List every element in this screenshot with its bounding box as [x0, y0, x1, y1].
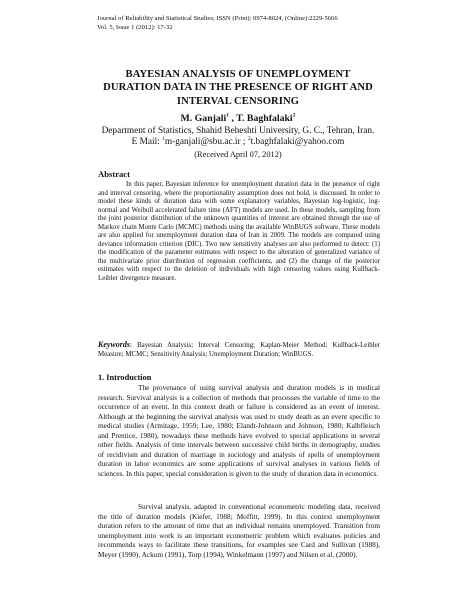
intro-paragraph-2-block — [98, 502, 380, 559]
author-separator: , — [229, 113, 237, 124]
paper-title — [70, 68, 406, 108]
keywords-label: Keywords — [98, 340, 130, 349]
author-2-name: T. Baghfalaki — [236, 113, 293, 124]
author-1-marker: 1 — [226, 112, 230, 119]
abstract-text: In this paper, Bayesian inference for unemployment duration data in the presence of right and interval censoring, where the proportionality assumption does not hold, is discussed. In order to model these kinds of duration data with some explanatory variables, Bayesian log-logistic, log-normal and Weibull accelerated failure time (AFT) models are used. In these models, sampling from the joint posterior distribution of the unknown quantities of interest are obtained through the use of Markov chain Monte Carlo (MCMC) methods using the available WinBUGS software. These models are also applied for unemployment duration data of Iran in 2009. The models are compared using deviance information criterion (DIC). Two new sensitivity analyses are also performed to detect: (1) the modification of the parameter estimates with respect to the alteration of generalized variance of the multivariate prior distribution of regression coefficients, and (2) the change of the posterior estimates with respect to the deletion of individuals with high censoring values using Kullback-Leibler divergence measure. — [98, 181, 380, 282]
author-line — [60, 113, 416, 125]
author-1-name: M. Ganjali — [180, 113, 227, 124]
email-2-marker: 2 — [247, 136, 251, 143]
keywords-block — [98, 341, 380, 359]
intro-paragraph-1: The provenance of using survival analysis and duration models is in medical research. Survival analysis is a collection of methods that processes the variable of time to the occurrence of an event. In this context death or failure is considered as an event of interest. Although at the beginning the survival analysis was used to study death as an event specific to medical studies (Armitage, 1959; Lee, 1980; Elandt-Johnson and Johnson, 1980; Kalbfleisch and Prentice, 1980), nowadays these methods have evolved to special applications in several other fields. Analysis of time intervals between successive child births in demography, studies of recidivism and duration of marriage in sociology and analysis of spells of unemployment duration in labor economics are some applications of survival analyses in various fields of sciences. In this paper, special consideration is given to the study of duration data in economics. — [98, 383, 380, 478]
abstract-heading: Abstract — [98, 169, 130, 179]
title-line-3: INTERVAL CENSORING — [176, 95, 300, 107]
journal-header — [97, 14, 397, 32]
section-heading-introduction: 1. Introduction — [98, 373, 152, 382]
intro-paragraph-2: Survival analysis, adapted in conventional econometric modeling data, received the title of duration models (Kiefer, 1988; Moffitt, 1999). In this context unemployment duration refers to the amount of time that an individual remains unemployed. Transition from unemployment into work is an important econometric problem which evaluates policies and recommends ways to facilitate these transitions, for examples see Card and Sullivan (1988), Meyer (1990), Ackum (1991), Torp (1994), Winkelmann (1997) and Nilsen et al. (2000). — [98, 502, 380, 559]
intro-paragraph-1-block — [98, 383, 380, 478]
email-2: t.baghfalaki@yahoo.com — [250, 137, 345, 148]
email-line — [40, 137, 436, 148]
author-2-marker: 2 — [292, 112, 296, 119]
abstract-body — [98, 181, 380, 283]
email-prefix: E Mail: — [131, 137, 163, 148]
affiliation-block — [40, 126, 436, 160]
affiliation: Department of Statistics, Shahid Beheshti University, G. C., Tehran, Iran. — [101, 126, 375, 136]
journal-header-line-2: Vol. 5, Issue 1 (2012): 17-32 — [97, 24, 173, 32]
title-line-2: DURATION DATA IN THE PRESENCE OF RIGHT AND — [103, 82, 373, 94]
email-1: m-ganjali@sbu.ac.ir ; — [164, 137, 248, 148]
received-date: (Received April 07, 2012) — [194, 149, 282, 159]
email-1-marker: 1 — [162, 136, 165, 143]
keywords-text: : Bayesian Analysis; Interval Censoring; Kaplan-Meier Method; Kullback-Leibler Measure; MCMC; Sensitivity Analysis; Unemployment Duration; WinBUGS. — [98, 342, 380, 358]
journal-header-line-1: Journal of Reliability and Statistical Studies; ISSN (Print): 0974-8024, (Online):2229-5666 — [97, 15, 338, 22]
title-line-1: BAYESIAN ANALYSIS OF UNEMPLOYMENT — [125, 69, 351, 80]
